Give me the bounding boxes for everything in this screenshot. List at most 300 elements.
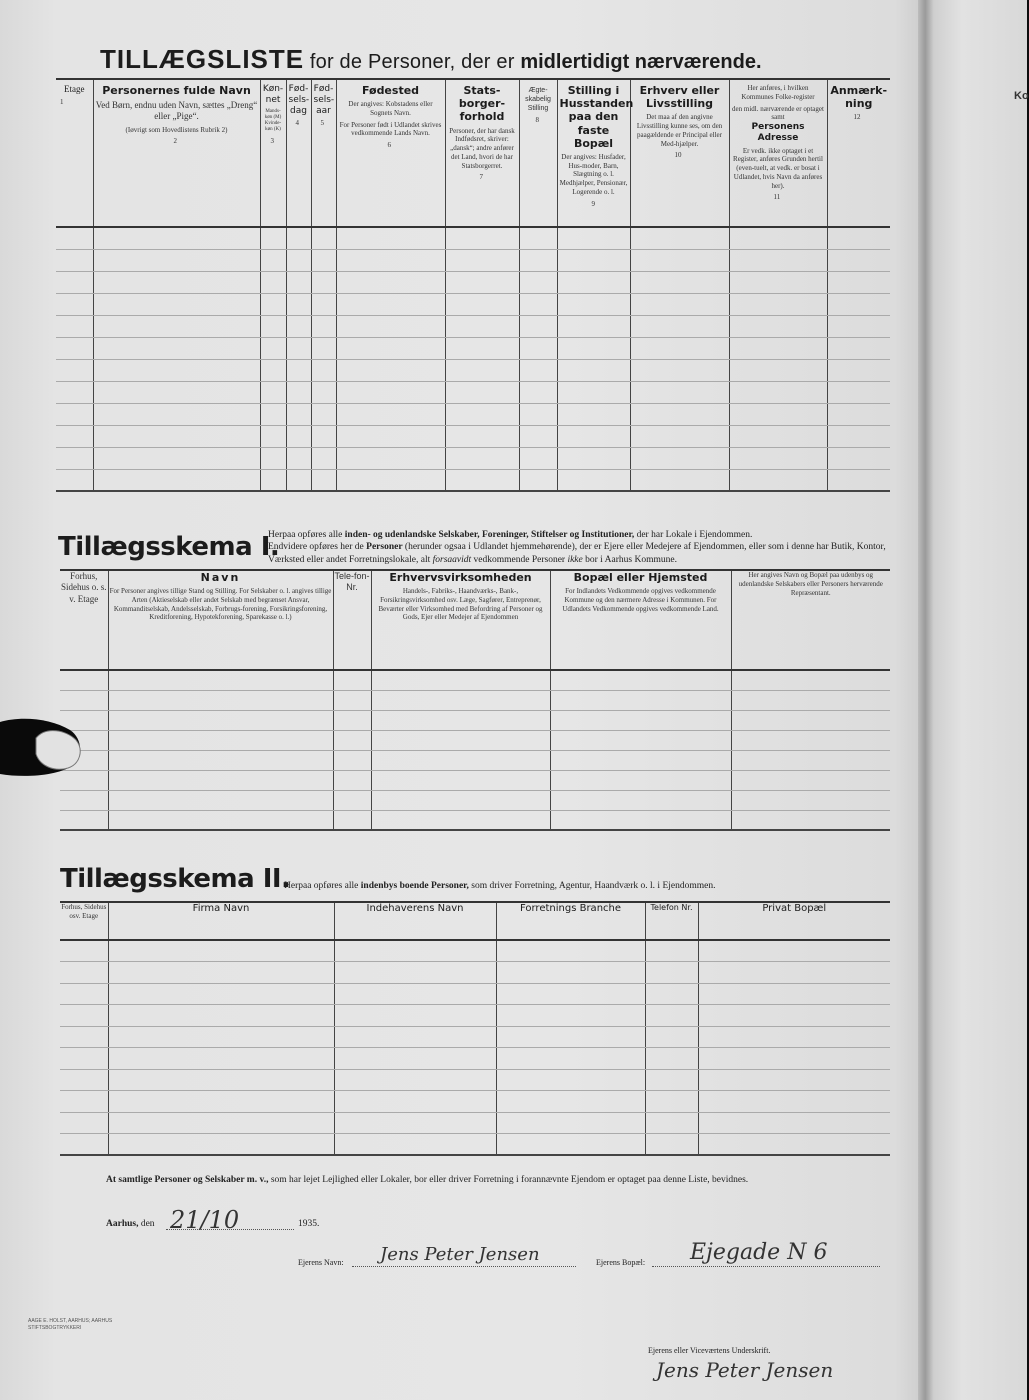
main-entry-cell[interactable] — [445, 249, 519, 271]
thumb-photo-artifact — [0, 712, 90, 780]
skema1-description: Herpaa opføres alle inden- og udenlandske Selskaber, Foreninger, Stiftelser og Institutioner, der har Lokale i Ejendommen. Endvidere opføres her de Personer (herunder ogsaa i Udlandet hjemmehørende), der er Ejere eller Medejere af Ejendommen, eller som i denne har Butik, Kontor, Værksted eller andet Forretningslokale, alt forsaavidt vedkommende Personer ikke bor i Aarhus Kommune. — [268, 530, 886, 565]
skema1-entry-cell[interactable] — [60, 810, 108, 830]
skema2-entry-cell[interactable] — [108, 1048, 334, 1070]
main-entry-cell[interactable] — [286, 447, 311, 469]
skema2-entry-cell[interactable] — [108, 1134, 334, 1156]
skema2-entry-cell[interactable] — [60, 962, 108, 984]
skema2-entry-cell[interactable] — [645, 1026, 698, 1048]
header-erhverv: Erhverv eller Livsstilling Det maa af den angivne Livsstilling kunne ses, om den paagældende er Principal eller Med-hjælper. 10 — [630, 79, 729, 227]
main-entry-cell[interactable] — [519, 227, 557, 249]
skema2-entry-cell[interactable] — [108, 983, 334, 1005]
skema1-entry-cell[interactable] — [108, 810, 333, 830]
skema2-entry-cell[interactable] — [496, 1026, 645, 1048]
main-entry-cell[interactable] — [336, 447, 445, 469]
main-entry-cell[interactable] — [519, 359, 557, 381]
main-entry-cell[interactable] — [56, 381, 93, 403]
header-konnet: Køn-net Mands-køn (M) Kvinde-køn (K) 3 — [260, 79, 286, 227]
main-entry-cell[interactable] — [827, 293, 890, 315]
main-entry-cell[interactable] — [56, 271, 93, 293]
skema2-entry-cell[interactable] — [108, 1091, 334, 1113]
skema2-entry-cell[interactable] — [496, 962, 645, 984]
main-entry-cell[interactable] — [445, 469, 519, 491]
main-entry-cell[interactable] — [93, 469, 260, 491]
skema1-entry-cell[interactable] — [333, 730, 371, 750]
main-entry-cell[interactable] — [729, 337, 827, 359]
main-entry-row — [56, 249, 890, 271]
skema1-entry-cell[interactable] — [731, 730, 890, 750]
main-entry-cell[interactable] — [286, 469, 311, 491]
main-entry-cell[interactable] — [93, 271, 260, 293]
skema1-entry-cell[interactable] — [108, 770, 333, 790]
skema1-header-bopael: Bopæl eller Hjemsted For Indlandets Vedkommende opgives vedkommende Kommune og den nærmere Adresse i Kommunen. For Udlandets Vedkommende opgives vedkommende Land. — [550, 570, 731, 670]
main-entry-cell[interactable] — [260, 337, 286, 359]
skema2-entry-cell[interactable] — [334, 940, 496, 962]
skema2-entry-cell[interactable] — [698, 1069, 890, 1091]
main-entry-cell[interactable] — [630, 227, 729, 249]
main-entry-cell[interactable] — [311, 381, 336, 403]
skema2-entry-cell[interactable] — [60, 1005, 108, 1027]
skema2-entry-cell[interactable] — [698, 962, 890, 984]
skema1-header-erhverv: Erhvervsvirksomheden Handels-, Fabriks-, Haandværks-, Bank-, Forsikringsvirksomhed osv. Læge, Sagfører, Entreprenør, Beværter eller Virksomhed med Befordring af Personer og Gods, Ejer eller Medejer af Ejendommen — [371, 570, 550, 670]
main-entry-cell[interactable] — [93, 337, 260, 359]
skema2-entry-cell[interactable] — [108, 1005, 334, 1027]
adjacent-page-fragment: Ko — [1014, 90, 1029, 102]
main-entry-cell[interactable] — [260, 227, 286, 249]
main-entry-cell[interactable] — [445, 425, 519, 447]
main-entry-cell[interactable] — [827, 315, 890, 337]
skema2-entry-row — [60, 1026, 890, 1048]
skema1-entry-cell[interactable] — [371, 690, 550, 710]
main-entry-cell[interactable] — [336, 469, 445, 491]
skema1-entry-cell[interactable] — [731, 790, 890, 810]
skema1-entry-cell[interactable] — [60, 790, 108, 810]
skema2-entry-cell[interactable] — [60, 1091, 108, 1113]
main-entry-cell[interactable] — [260, 315, 286, 337]
skema1-entry-row — [60, 750, 890, 770]
main-entry-cell[interactable] — [260, 271, 286, 293]
skema1-entry-cell[interactable] — [550, 670, 731, 690]
skema1-entry-cell[interactable] — [550, 750, 731, 770]
main-entry-cell[interactable] — [729, 447, 827, 469]
skema2-entry-cell[interactable] — [334, 962, 496, 984]
main-entry-cell[interactable] — [56, 337, 93, 359]
skema2-entry-row — [60, 1134, 890, 1156]
main-entry-cell[interactable] — [519, 271, 557, 293]
main-entry-cell[interactable] — [630, 359, 729, 381]
main-entry-cell[interactable] — [56, 293, 93, 315]
skema2-entry-cell[interactable] — [645, 1091, 698, 1113]
skema1-entry-cell[interactable] — [371, 670, 550, 690]
signature-label: Ejerens eller Viceværtens Underskrift. — [648, 1346, 771, 1355]
skema2-entry-cell[interactable] — [60, 983, 108, 1005]
skema2-entry-cell[interactable] — [645, 1069, 698, 1091]
skema2-entry-cell[interactable] — [645, 1048, 698, 1070]
skema1-entry-cell[interactable] — [731, 770, 890, 790]
main-entry-cell[interactable] — [630, 271, 729, 293]
main-entry-cell[interactable] — [519, 403, 557, 425]
skema2-entry-cell[interactable] — [645, 983, 698, 1005]
skema2-entry-row — [60, 940, 890, 962]
main-entry-cell[interactable] — [260, 293, 286, 315]
skema2-entry-row — [60, 962, 890, 984]
skema1-entry-row — [60, 770, 890, 790]
skema2-entry-cell[interactable] — [60, 1069, 108, 1091]
skema2-entry-cell[interactable] — [496, 940, 645, 962]
skema2-entry-cell[interactable] — [334, 1069, 496, 1091]
skema2-entry-cell[interactable] — [645, 962, 698, 984]
skema2-entry-cell[interactable] — [108, 940, 334, 962]
skema1-entry-cell[interactable] — [731, 670, 890, 690]
main-entry-cell[interactable] — [336, 337, 445, 359]
skema2-entry-cell[interactable] — [698, 1005, 890, 1027]
skema2-entry-cell[interactable] — [496, 1134, 645, 1156]
main-entry-cell[interactable] — [286, 293, 311, 315]
main-entry-cell[interactable] — [729, 359, 827, 381]
main-entry-cell[interactable] — [56, 425, 93, 447]
skema2-entry-cell[interactable] — [698, 1112, 890, 1134]
skema2-entry-cell[interactable] — [698, 1091, 890, 1113]
main-entry-cell[interactable] — [93, 359, 260, 381]
main-entry-cell[interactable] — [557, 271, 630, 293]
main-entry-cell[interactable] — [260, 447, 286, 469]
header-fodselsdag: Fød-sels-dag 4 — [286, 79, 311, 227]
main-entry-cell[interactable] — [827, 359, 890, 381]
main-entry-cell[interactable] — [827, 337, 890, 359]
book-spine — [918, 0, 934, 1400]
main-entry-cell[interactable] — [336, 359, 445, 381]
main-entry-cell[interactable] — [93, 403, 260, 425]
main-entry-cell[interactable] — [519, 249, 557, 271]
skema1-header-telefon: Tele-fon-Nr. — [333, 570, 371, 670]
skema2-entry-cell[interactable] — [496, 1112, 645, 1134]
main-entry-cell[interactable] — [286, 359, 311, 381]
main-entry-cell[interactable] — [557, 227, 630, 249]
main-entry-cell[interactable] — [93, 293, 260, 315]
skema1-entry-cell[interactable] — [371, 730, 550, 750]
main-entry-cell[interactable] — [445, 271, 519, 293]
main-entry-row — [56, 425, 890, 447]
skema1-entry-cell[interactable] — [371, 750, 550, 770]
main-entry-cell[interactable] — [445, 337, 519, 359]
skema2-entry-row — [60, 1005, 890, 1027]
skema2-entry-cell[interactable] — [698, 1026, 890, 1048]
main-entry-cell[interactable] — [93, 315, 260, 337]
main-entry-cell[interactable] — [311, 249, 336, 271]
main-entry-cell[interactable] — [827, 227, 890, 249]
skema1-entry-cell[interactable] — [371, 770, 550, 790]
main-entry-cell[interactable] — [827, 271, 890, 293]
main-entry-cell[interactable] — [630, 469, 729, 491]
main-entry-cell[interactable] — [311, 403, 336, 425]
skema1-entry-cell[interactable] — [108, 790, 333, 810]
main-entry-cell[interactable] — [557, 315, 630, 337]
main-entry-cell[interactable] — [260, 469, 286, 491]
skema1-entry-cell[interactable] — [108, 730, 333, 750]
main-entry-cell[interactable] — [827, 425, 890, 447]
skema1-entry-cell[interactable] — [731, 750, 890, 770]
skema2-entry-cell[interactable] — [334, 1091, 496, 1113]
skema1-entry-cell[interactable] — [731, 810, 890, 830]
skema1-header-navn: Navn For Personer angives tillige Stand og Stilling. For Selskaber o. l. angives tillige Arten (Aktieselskab eller andet Selskab med begrænset Ansvar, Kommanditselskab, Andelsselskab, Forbrugs-forening, Forsikringsforening, Kreditforening, Hypotekforening, Sparekasse o. l.) — [108, 570, 333, 670]
main-entry-cell[interactable] — [56, 359, 93, 381]
skema2-entry-cell[interactable] — [698, 940, 890, 962]
main-entry-cell[interactable] — [630, 425, 729, 447]
main-entry-cell[interactable] — [630, 337, 729, 359]
main-entry-cell[interactable] — [286, 249, 311, 271]
skema2-entry-cell[interactable] — [334, 1026, 496, 1048]
main-entry-cell[interactable] — [445, 293, 519, 315]
main-entry-cell[interactable] — [445, 359, 519, 381]
main-entry-cell[interactable] — [336, 403, 445, 425]
main-entry-cell[interactable] — [336, 315, 445, 337]
main-entry-cell[interactable] — [311, 271, 336, 293]
main-entry-cell[interactable] — [286, 271, 311, 293]
skema2-entry-cell[interactable] — [60, 940, 108, 962]
main-entry-cell[interactable] — [56, 315, 93, 337]
main-entry-cell[interactable] — [557, 425, 630, 447]
skema1-entry-cell[interactable] — [108, 710, 333, 730]
main-entry-cell[interactable] — [260, 425, 286, 447]
main-entry-cell[interactable] — [336, 381, 445, 403]
main-entry-cell[interactable] — [286, 227, 311, 249]
main-entry-cell[interactable] — [729, 227, 827, 249]
header-navn: Personernes fulde Navn Ved Børn, endnu uden Navn, sættes „Dreng“ eller „Pige“. (Iøvrigt som Hovedlistens Rubrik 2) 2 — [93, 79, 260, 227]
skema1-entry-cell[interactable] — [60, 690, 108, 710]
main-entry-cell[interactable] — [286, 315, 311, 337]
skema2-entry-cell[interactable] — [645, 940, 698, 962]
main-entry-cell[interactable] — [93, 249, 260, 271]
skema1-entry-cell[interactable] — [333, 690, 371, 710]
date-handwritten: 21/10 — [170, 1206, 240, 1234]
main-entry-cell[interactable] — [630, 249, 729, 271]
main-entry-cell[interactable] — [56, 249, 93, 271]
skema1-entry-cell[interactable] — [371, 710, 550, 730]
skema2-entry-cell[interactable] — [698, 1134, 890, 1156]
skema1-entry-cell[interactable] — [333, 710, 371, 730]
main-entry-cell[interactable] — [519, 315, 557, 337]
main-entry-cell[interactable] — [519, 381, 557, 403]
title-bold-2: midlertidigt nærværende. — [520, 51, 762, 73]
main-entry-cell[interactable] — [336, 425, 445, 447]
main-entry-cell[interactable] — [557, 403, 630, 425]
main-entry-cell[interactable] — [445, 381, 519, 403]
skema1-entry-cell[interactable] — [731, 690, 890, 710]
main-entry-cell[interactable] — [93, 447, 260, 469]
main-entry-cell[interactable] — [286, 337, 311, 359]
skema1-header-row — [60, 570, 890, 670]
main-entry-cell[interactable] — [557, 337, 630, 359]
owner-name-handwritten: Jens Peter Jensen — [380, 1244, 540, 1265]
skema2-entry-cell[interactable] — [60, 1112, 108, 1134]
skema2-entry-cell[interactable] — [496, 1091, 645, 1113]
main-entry-cell[interactable] — [519, 469, 557, 491]
skema2-header-telefon: Telefon Nr. — [645, 902, 698, 940]
main-entry-cell[interactable] — [260, 403, 286, 425]
skema2-header-row — [60, 902, 890, 940]
skema2-entry-cell[interactable] — [108, 962, 334, 984]
main-entry-cell[interactable] — [260, 359, 286, 381]
skema2-entry-cell[interactable] — [496, 983, 645, 1005]
main-entry-cell[interactable] — [311, 227, 336, 249]
skema2-table — [60, 901, 890, 1156]
main-entry-cell[interactable] — [827, 381, 890, 403]
main-entry-cell[interactable] — [311, 359, 336, 381]
main-entry-cell[interactable] — [93, 425, 260, 447]
skema1-entry-row — [60, 710, 890, 730]
skema1-entry-cell[interactable] — [333, 670, 371, 690]
main-entry-cell[interactable] — [519, 425, 557, 447]
skema2-entry-cell[interactable] — [334, 1005, 496, 1027]
skema2-entry-cell[interactable] — [496, 1005, 645, 1027]
main-entry-cell[interactable] — [557, 249, 630, 271]
main-entry-cell[interactable] — [519, 293, 557, 315]
skema1-entry-cell[interactable] — [550, 730, 731, 750]
skema2-entry-cell[interactable] — [108, 1112, 334, 1134]
main-entry-cell[interactable] — [93, 381, 260, 403]
main-entry-cell[interactable] — [445, 227, 519, 249]
skema2-entry-cell[interactable] — [496, 1048, 645, 1070]
main-entry-cell[interactable] — [286, 425, 311, 447]
skema1-entry-cell[interactable] — [60, 670, 108, 690]
main-entry-cell[interactable] — [827, 469, 890, 491]
skema2-entry-cell[interactable] — [334, 1134, 496, 1156]
skema2-entry-cell[interactable] — [334, 1112, 496, 1134]
main-entry-cell[interactable] — [286, 403, 311, 425]
main-entry-cell[interactable] — [519, 337, 557, 359]
skema2-entry-cell[interactable] — [60, 1026, 108, 1048]
main-entry-cell[interactable] — [630, 381, 729, 403]
main-entry-cell[interactable] — [311, 425, 336, 447]
skema2-entry-cell[interactable] — [496, 1069, 645, 1091]
main-entry-cell[interactable] — [827, 249, 890, 271]
main-entry-cell[interactable] — [93, 227, 260, 249]
skema1-entry-cell[interactable] — [371, 790, 550, 810]
main-entry-cell[interactable] — [557, 359, 630, 381]
title-middle: for de Personer, der er — [304, 51, 521, 73]
skema1-entry-cell[interactable] — [108, 690, 333, 710]
skema2-header-indehaver: Indehaverens Navn — [334, 902, 496, 940]
main-entry-row — [56, 227, 890, 249]
skema1-entry-cell[interactable] — [333, 790, 371, 810]
main-entry-cell[interactable] — [729, 315, 827, 337]
skema1-entry-row — [60, 730, 890, 750]
owner-name-label: Ejerens Navn: — [298, 1258, 344, 1267]
main-entry-cell[interactable] — [630, 447, 729, 469]
main-entry-row — [56, 359, 890, 381]
main-entry-cell[interactable] — [729, 271, 827, 293]
main-entry-cell[interactable] — [311, 447, 336, 469]
skema1-entry-cell[interactable] — [108, 750, 333, 770]
owner-address-handwritten: Ejegade N 6 — [690, 1240, 828, 1265]
skema1-table — [60, 569, 890, 831]
skema1-entry-cell[interactable] — [550, 790, 731, 810]
main-entry-cell[interactable] — [729, 469, 827, 491]
skema2-entry-cell[interactable] — [60, 1048, 108, 1070]
skema2-entry-cell[interactable] — [334, 1048, 496, 1070]
main-entry-cell[interactable] — [311, 337, 336, 359]
skema1-entry-cell[interactable] — [333, 810, 371, 830]
main-entry-cell[interactable] — [260, 249, 286, 271]
skema2-entry-cell[interactable] — [60, 1134, 108, 1156]
main-entry-row — [56, 271, 890, 293]
main-entry-cell[interactable] — [729, 381, 827, 403]
main-entry-cell[interactable] — [557, 381, 630, 403]
skema2-entry-cell[interactable] — [645, 1005, 698, 1027]
main-entry-cell[interactable] — [729, 425, 827, 447]
main-entry-row — [56, 315, 890, 337]
owner-address-line — [652, 1266, 880, 1267]
skema1-entry-cell[interactable] — [333, 750, 371, 770]
header-adresse: Her anføres, i hvilken Kommunes Folke-register den midl. nærværende er optaget samt Personens Adresse Er vedk. ikke optaget i et Register, anføres Grunden hertil (even-tuelt, at vedk. er bosat i Udlandet, hvis Navn da anføres her). 11 — [729, 79, 827, 227]
skema2-entry-row — [60, 1069, 890, 1091]
skema1-entry-cell[interactable] — [731, 710, 890, 730]
main-entry-cell[interactable] — [557, 293, 630, 315]
main-entry-cell[interactable] — [519, 447, 557, 469]
main-entry-cell[interactable] — [336, 227, 445, 249]
main-entry-cell[interactable] — [311, 293, 336, 315]
main-entry-cell[interactable] — [827, 447, 890, 469]
skema1-entry-cell[interactable] — [371, 810, 550, 830]
main-entry-cell[interactable] — [445, 447, 519, 469]
skema1-entry-cell[interactable] — [550, 810, 731, 830]
header-fodested: Fødested Der angives: Kobstadens eller Sognets Navn. For Personer født i Udlandet skrives vedkommende Lands Navn. 6 — [336, 79, 445, 227]
skema2-entry-cell[interactable] — [108, 1069, 334, 1091]
skema2-entry-row — [60, 983, 890, 1005]
main-entry-cell[interactable] — [286, 381, 311, 403]
main-entry-cell[interactable] — [445, 315, 519, 337]
skema1-title: Tillægsskema I. — [58, 532, 280, 562]
main-entry-cell[interactable] — [445, 403, 519, 425]
attestation-statement: At samtlige Personer og Selskaber m. v., som har lejet Lejlighed eller Lokaler, bor eller driver Forretning i forannævnte Ejendom er optaget paa denne Liste, bevidnes. — [106, 1175, 749, 1185]
main-entry-cell[interactable] — [630, 315, 729, 337]
skema1-entry-row — [60, 690, 890, 710]
skema2-entry-cell[interactable] — [334, 983, 496, 1005]
main-entry-cell[interactable] — [336, 249, 445, 271]
main-entry-cell[interactable] — [630, 293, 729, 315]
skema2-entry-cell[interactable] — [645, 1112, 698, 1134]
skema2-entry-cell[interactable] — [698, 1048, 890, 1070]
printer-imprint: AAGE E. HOLST, AARHUS; AARHUS STIFTSBOGTRYKKERI — [28, 1318, 113, 1331]
main-entry-cell[interactable] — [729, 403, 827, 425]
main-entry-cell[interactable] — [311, 469, 336, 491]
main-entry-cell[interactable] — [56, 227, 93, 249]
skema1-entry-cell[interactable] — [333, 770, 371, 790]
skema2-entry-row — [60, 1091, 890, 1113]
main-entry-cell[interactable] — [56, 447, 93, 469]
main-entry-cell[interactable] — [729, 249, 827, 271]
skema2-entry-cell[interactable] — [645, 1134, 698, 1156]
header-statsborger: Stats-borger-forhold Personer, der har dansk Indfødsret, skriver: „dansk“; andre anfører det Land, hvori de har Statsborgerret. 7 — [445, 79, 519, 227]
main-entry-cell[interactable] — [260, 381, 286, 403]
main-entry-cell[interactable] — [827, 403, 890, 425]
skema1-entry-cell[interactable] — [550, 690, 731, 710]
main-entry-cell[interactable] — [729, 293, 827, 315]
skema1-entry-cell[interactable] — [108, 670, 333, 690]
skema1-entry-cell[interactable] — [550, 710, 731, 730]
main-entry-cell[interactable] — [336, 293, 445, 315]
main-entry-cell[interactable] — [56, 469, 93, 491]
skema2-entry-cell[interactable] — [698, 983, 890, 1005]
main-entry-cell[interactable] — [56, 403, 93, 425]
main-entry-cell[interactable] — [557, 469, 630, 491]
main-entry-cell[interactable] — [311, 315, 336, 337]
main-entry-cell[interactable] — [557, 447, 630, 469]
main-entry-cell[interactable] — [336, 271, 445, 293]
skema1-entry-cell[interactable] — [550, 770, 731, 790]
main-entry-cell[interactable] — [630, 403, 729, 425]
header-etage: Etage 1 — [56, 79, 93, 227]
skema2-entry-cell[interactable] — [108, 1026, 334, 1048]
